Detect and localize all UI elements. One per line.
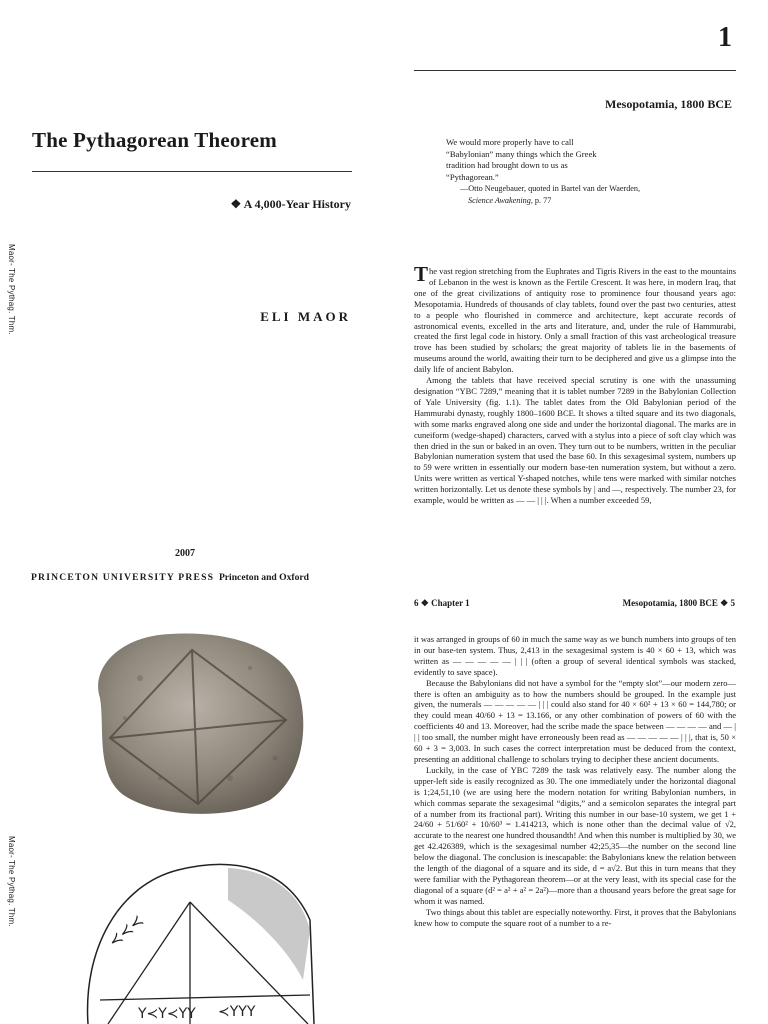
publisher-city: Princeton and Oxford	[218, 572, 310, 583]
running-head-page-6: 6 ❖ Chapter 1	[414, 598, 470, 608]
svg-text:Y≺Y≺YY: Y≺Y≺YY	[138, 1006, 196, 1022]
tablet-photo	[80, 628, 310, 818]
epigraph-line: tradition had brought down to us as	[446, 160, 568, 171]
epigraph-line: We would more properly have to call	[446, 137, 574, 147]
epigraph	[446, 137, 736, 207]
svg-text:≺≺≺: ≺≺≺	[104, 910, 148, 952]
drop-cap: T	[414, 262, 429, 286]
chapter-number: 1	[718, 22, 732, 53]
page-6-body	[414, 634, 736, 928]
side-note-bottom: Maor- The Pythag. Thm.	[7, 836, 16, 927]
paragraph	[414, 262, 736, 375]
author-name: ELI MAOR	[260, 309, 351, 324]
svg-text:≺YYY: ≺YYY	[218, 1004, 256, 1020]
epigraph-line: “Pythagorean.”	[446, 171, 499, 182]
paragraph: Luckily, in the case of YBC 7289 the task was relatively easy. The number along the upper-left side is easily recognized as 30. The one immediately under the horizontal diagonal is 1;24,51,10 (we are using here the modern notation for writing Babylonian numbers, in which commas separate the sexagesimal “digits,” and a semicolon separates the integral part of a number from its fractional part). Writing this number in our base-10 system, we get 1 + 24/60 + 51/60² + 10/60³ = 1.414213, which is none other than the decimal value of √2, accurate to the nearest one hundred thousandth! And when this number is multiplied by 30, we get 42.426389, which is the sexagesimal number 42;25,35—the number on the second line below the diagonal. The conclusion is inescapable: the Babylonians knew the relation between the length of the diagonal of a square and its side, d = a√2. But this in turn means that they were familiar with the Pythagorean theorem—or at the very least, with its special case for the diagonal of a square (d² = a² + a² = 2a²)—more than a thousand years before the great sage for whom it was named.	[414, 764, 736, 906]
paragraph: Two things about this tablet are especially noteworthy. First, it proves that the Babylonians knew how to compute the square root of a number to a re-	[414, 906, 736, 928]
epigraph-source-line	[446, 195, 736, 207]
paragraph: Among the tablets that have received special scrutiny is one with the unassuming designation “YBC 7289,” meaning that it is tablet number 7289 in the Babylonian Collection of Yale University (fig. 1.1). The tablet dates from the Old Babylonian period of the Hammurabi dynasty, roughly 1800–1600 BCE. It shows a tilted square and its two diagonals, with some marks engraved along one side and under the horizontal diagonal. The marks are in cuneiform (wedge-shaped) characters, carved with a stylus into a piece of soft clay which was then dried in the sun or baked in an oven. They turn out to be numbers, written in the peculiar Babylonian numeration system that used the base 60. In this sexagesimal system, numbers up to 59 were written in essentially our modern base-ten numeration system, but without a zero. Units were written as vertical Y-shaped notches, while tens were marked with similar notches written horizontally. Let us denote these symbols by | and —, respectively. The number 23, for example, would be written as — — | | |. When a number exceeded 59,	[414, 375, 736, 506]
book-subtitle: ❖ A 4,000-Year History	[230, 197, 351, 211]
publisher: PRINCETON UNIVERSITY PRESS	[31, 572, 215, 583]
side-note-top: Maor- The Pythag. Thm.	[7, 244, 16, 335]
publisher-line	[31, 572, 309, 583]
title-page	[0, 0, 384, 512]
epigraph-line: “Babylonian” many things which the Greek	[446, 148, 597, 159]
paragraph-text: he vast region stretching from the Euphrates and Tigris Rivers in the east to the mountains of Lebanon in the west is known as the Fertile Crescent. It was here, in modern Iraq, that one of the great civilizations of antiquity rose to prominence four thousand years ago: Mesopotamia. Hundreds of thousands of clay tablets, found over the past two centuries, attest to a people who flourished in commerce and architecture, kept accurate records of astronomical events, excelled in the arts and literature, and, under the rule of Hammurabi, created the first legal code in history. Only a small fraction of this vast archeological treasure trove has been studied by scholars; the great majority of tablets lie in the basements of museums around the world, awaiting their turn to be deciphered and give us a glimpse into the daily life of ancient Babylon.	[414, 266, 736, 375]
epigraph-source: Science Awakening	[468, 195, 531, 205]
paragraph: Because the Babylonians did not have a symbol for the “empty slot”—our modern zero—there is often an ambiguity as to how the numbers should be grouped. In the example just given, the numerals — — — — — | | | could also stand for 40 × 60² + 13 × 60 = 144,780; or they could mean 40/60 + 13 = 13.166, or any other combination of powers of 60 with the coefficients 40 and 13. Moreover, had the scribe made the space between — — — — and — | | | too small, the number might have erroneously been read as — — — — — | | |, that is, 50 × 60 + 3 = 3,003. In such cases the correct interpretation must be deduced from the context, presenting an additional challenge to scholars trying to decipher these ancient documents.	[414, 677, 736, 764]
book-title: The Pythagorean Theorem	[32, 128, 277, 152]
epigraph-page: , p. 77	[530, 195, 552, 205]
tablet-drawing	[78, 830, 318, 1024]
chapter-page	[384, 0, 768, 512]
running-head-page-5: Mesopotamia, 1800 BCE ❖ 5	[622, 598, 735, 608]
publication-year: 2007	[175, 548, 195, 559]
epigraph-attribution: —Otto Neugebauer, quoted in Bartel van der Waerden,	[460, 184, 641, 194]
chapter-body	[414, 262, 736, 506]
title-rule	[32, 171, 352, 172]
chapter-title: Mesopotamia, 1800 BCE	[605, 97, 732, 111]
paragraph: it was arranged in groups of 60 in much the same way as we bunch numbers into groups of ten in our base-ten system. Thus, 2,413 in the sexagesimal system is 40 × 60 + 13, which was written as — — — — — | | | (often a group of several identical symbols was stacked, evidently to save space).	[414, 634, 736, 677]
cuneiform-marks	[104, 911, 255, 1022]
chapter-rule	[414, 70, 736, 71]
